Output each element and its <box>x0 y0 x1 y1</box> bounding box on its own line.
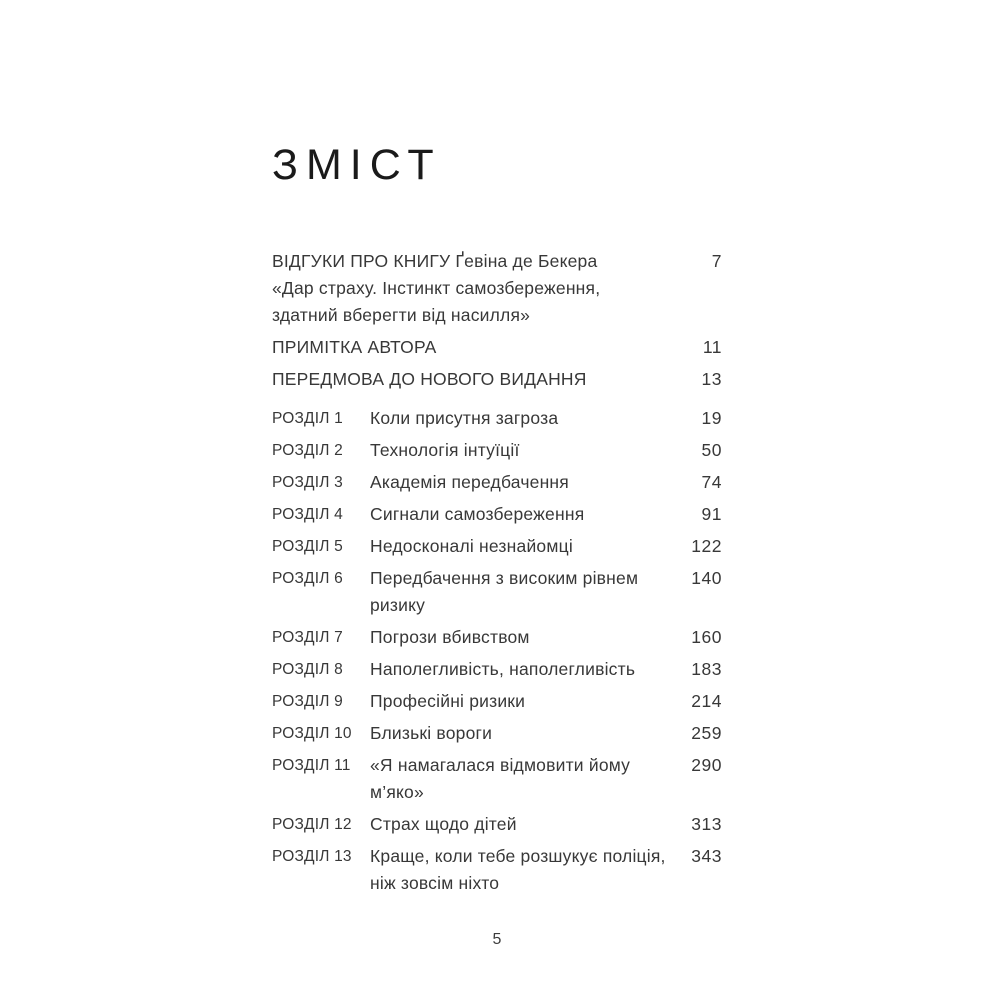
front-matter-title-line: здатний вберегти від насилля» <box>272 305 531 325</box>
chapter-title <box>370 752 676 806</box>
chapter-number-label: РОЗДІЛ 6 <box>272 570 343 587</box>
chapter-title-line: Передбачення з високим рівнем <box>370 568 639 588</box>
toc-chapter-row <box>272 533 722 560</box>
chapter-title-line: ризику <box>370 595 426 615</box>
toc-front-matter-row <box>272 334 722 361</box>
chapter-title-line: Сигнали самозбереження <box>370 504 585 524</box>
chapter-title <box>370 469 676 496</box>
front-matter-title <box>272 366 676 393</box>
folio-page-number: 5 <box>492 931 502 948</box>
front-matter-title <box>272 334 676 361</box>
chapter-page-number: 259 <box>691 723 722 743</box>
chapter-title-line: Професійні ризики <box>370 691 526 711</box>
toc-chapter-row <box>272 752 722 806</box>
toc-front-matter-row <box>272 366 722 393</box>
chapter-title-line: ніж зовсім ніхто <box>370 873 500 893</box>
chapter-title <box>370 843 676 897</box>
chapter-title <box>370 656 676 683</box>
chapter-number-label: РОЗДІЛ 1 <box>272 410 343 427</box>
chapter-page-number: 313 <box>691 814 722 834</box>
chapter-title-line: Погрози вбивством <box>370 627 530 647</box>
chapter-title <box>370 565 676 619</box>
chapter-number-label: РОЗДІЛ 3 <box>272 474 343 491</box>
chapter-title <box>370 720 676 747</box>
chapter-page-number: 74 <box>701 472 722 492</box>
toc-chapter-row <box>272 811 722 838</box>
chapter-page-number: 343 <box>691 846 722 866</box>
toc-front-matter-row <box>272 248 722 329</box>
chapter-page-number: 214 <box>691 691 722 711</box>
front-matter-page-number: 11 <box>702 337 722 357</box>
chapter-page-number: 183 <box>691 659 722 679</box>
chapter-title <box>370 501 676 528</box>
toc-chapter-row <box>272 469 722 496</box>
toc-chapter-row <box>272 565 722 619</box>
chapter-page-number: 50 <box>701 440 722 460</box>
toc-chapter-row <box>272 501 722 528</box>
chapter-title-line: Академія передбачення <box>370 472 569 492</box>
page-title: ЗМІСТ <box>272 141 442 189</box>
chapter-page-number: 140 <box>691 568 722 588</box>
front-matter-title-line: ПРИМІТКА АВТОРА <box>272 337 437 357</box>
chapter-page-number: 19 <box>701 408 722 428</box>
front-matter-title-line: «Дар страху. Інстинкт самозбереження, <box>272 278 601 298</box>
chapter-title <box>370 811 676 838</box>
front-matter-page-number: 13 <box>701 369 722 389</box>
front-matter-page-number: 7 <box>711 251 722 271</box>
chapter-title <box>370 624 676 651</box>
chapter-number-label: РОЗДІЛ 11 <box>272 757 351 774</box>
toc-chapter-row <box>272 843 722 897</box>
toc-chapter-row <box>272 405 722 432</box>
chapter-title-line: Краще, коли тебе розшукує поліція, <box>370 846 666 866</box>
chapter-title <box>370 533 676 560</box>
toc-chapter-row <box>272 624 722 651</box>
chapter-title-line: Коли присутня загроза <box>370 408 559 428</box>
chapter-number-label: РОЗДІЛ 12 <box>272 816 352 833</box>
chapter-number-label: РОЗДІЛ 2 <box>272 442 343 459</box>
chapters-section <box>272 405 722 897</box>
chapter-number-label: РОЗДІЛ 5 <box>272 538 343 555</box>
chapter-title <box>370 437 676 464</box>
chapter-title-line: Страх щодо дітей <box>370 814 517 834</box>
toc-chapter-row <box>272 437 722 464</box>
chapter-title-line: Технологія інтуїції <box>370 440 520 460</box>
chapter-number-label: РОЗДІЛ 7 <box>272 629 343 646</box>
chapter-page-number: 160 <box>691 627 722 647</box>
front-matter-section <box>272 248 722 393</box>
front-matter-title-line: ПЕРЕДМОВА ДО НОВОГО ВИДАННЯ <box>272 369 587 389</box>
chapter-number-label: РОЗДІЛ 8 <box>272 661 343 678</box>
toc-chapter-row <box>272 688 722 715</box>
toc-chapter-row <box>272 656 722 683</box>
chapter-page-number: 290 <box>691 755 722 775</box>
front-matter-title <box>272 248 676 329</box>
chapter-title-line: м’яко» <box>370 782 424 802</box>
chapter-number-label: РОЗДІЛ 4 <box>272 506 343 523</box>
chapter-title-line: «Я намагалася відмовити йому <box>370 755 631 775</box>
chapter-title <box>370 405 676 432</box>
chapter-page-number: 91 <box>701 504 722 524</box>
chapter-title-line: Близькі вороги <box>370 723 493 743</box>
chapter-number-label: РОЗДІЛ 10 <box>272 725 352 742</box>
chapter-number-label: РОЗДІЛ 9 <box>272 693 343 710</box>
chapter-title <box>370 688 676 715</box>
front-matter-title-line: ВІДГУКИ ПРО КНИГУ Ґевіна де Бекера <box>272 251 598 271</box>
toc-page <box>272 143 722 949</box>
chapter-title-line: Наполегливість, наполегливість <box>370 659 636 679</box>
chapter-title-line: Недосконалі незнайомці <box>370 536 573 556</box>
chapter-page-number: 122 <box>691 536 722 556</box>
toc-chapter-row <box>272 720 722 747</box>
chapter-number-label: РОЗДІЛ 13 <box>272 848 352 865</box>
